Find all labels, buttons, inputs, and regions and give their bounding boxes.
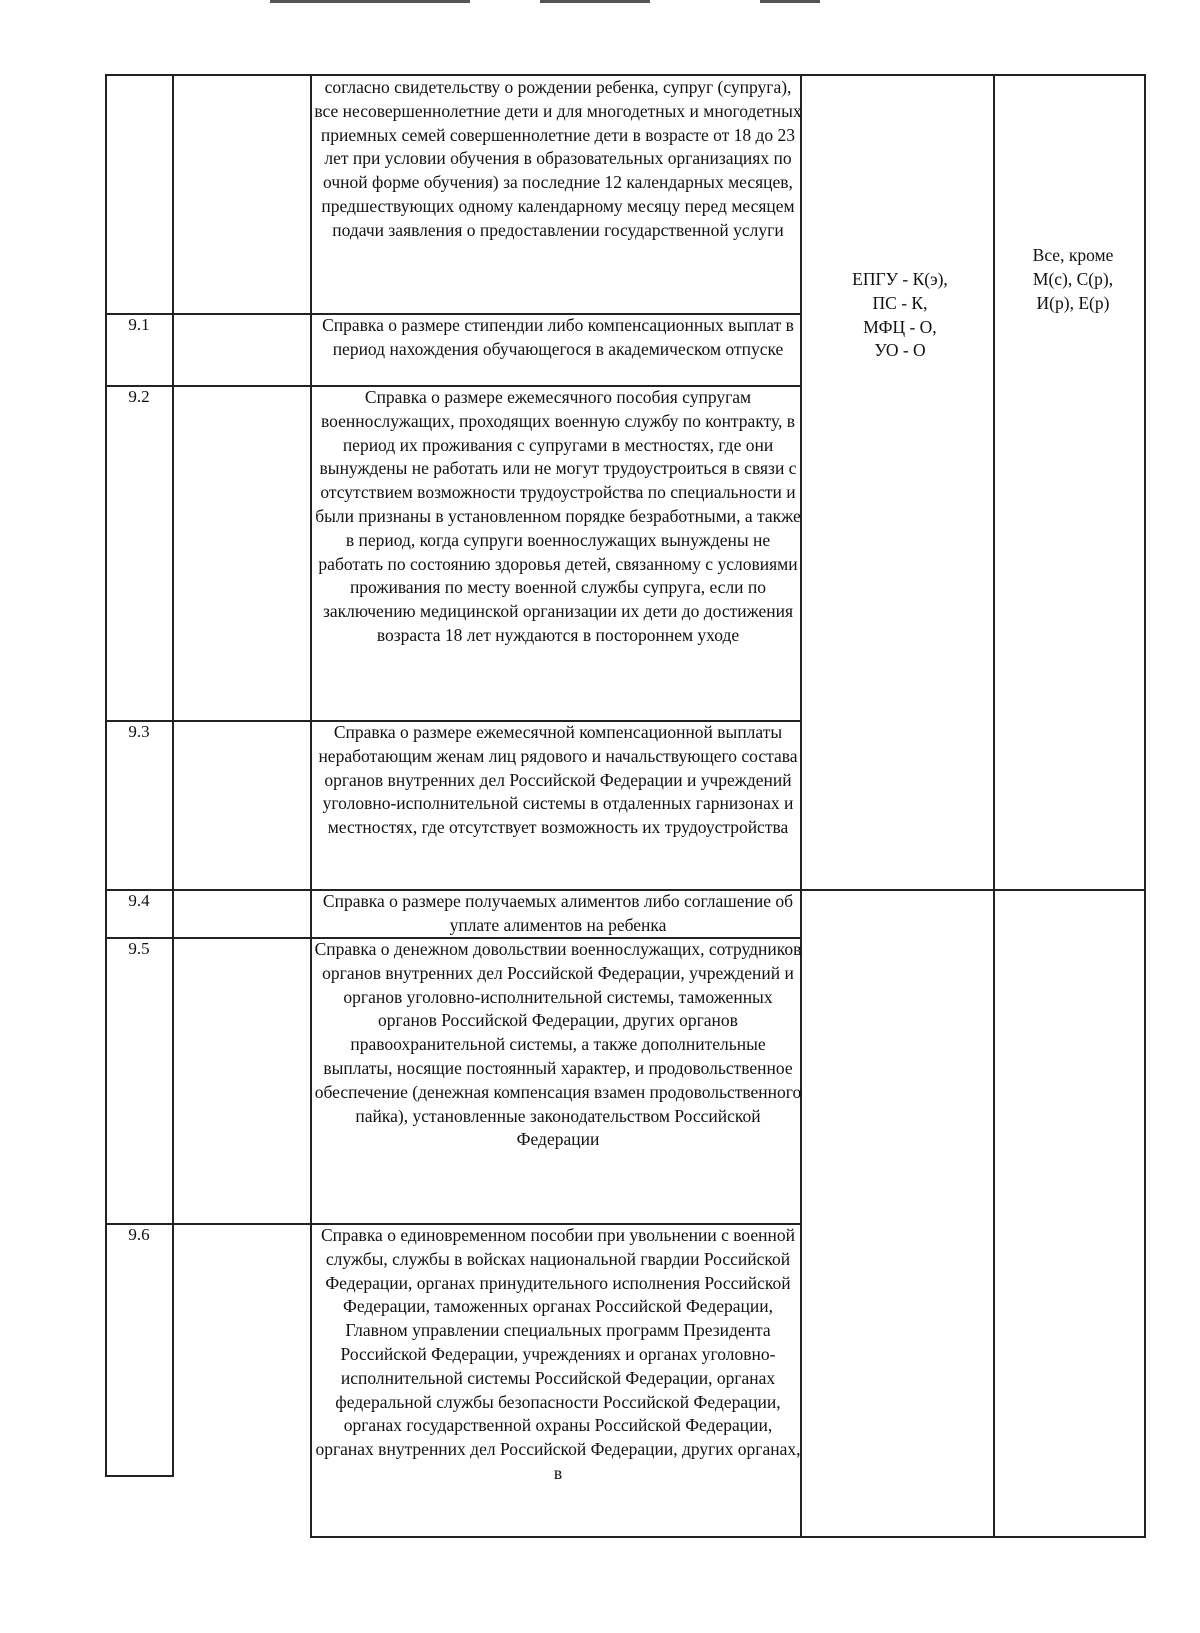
row-number-9-6: 9.6 (128, 1225, 150, 1244)
row-description-9-1: Справка о размере стипендии либо компенсационных выплат в период нахождения обучающегося в академическом отпуске (322, 315, 794, 359)
scan-mark (540, 0, 650, 3)
applicant-categories (998, 244, 1148, 315)
channel-line: ПС - К, (872, 292, 928, 313)
row-description-continued: согласно свидетельству о рождении ребенка, супруг (супруга), все несовершеннолетние дети и для многодетных и многодетных приемных семей совершеннолетние дети в возрасте от 18 до 23 лет при условии обучения в образовательных организациях по очной форме обучения) за последние 12 календарных месяцев, предшествующих одному календарному месяцу перед месяцем подачи заявления о предоставлении государственной услуги (314, 77, 802, 240)
row-number-9-5: 9.5 (128, 939, 150, 958)
row-description-9-6: Справка о единовременном пособии при увольнении с военной службы, службы в войсках национальной гвардии Российской Федерации, органах принудительного исполнения Российской Федерации, таможенных органах Российской Федерации, Главном управлении специальных программ Президента Российской Федерации, учреждениях и органах уголовно-исполнительной системы Российской Федерации, органах федеральной службы безопасности Российской Федерации, органах государственной охраны Российской Федерации, органах внутренних дел Российской Федерации, других органах, в (315, 1225, 801, 1483)
channel-line: МФЦ - О, (863, 316, 937, 337)
row-number-9-3: 9.3 (128, 722, 150, 741)
table-left-border (105, 74, 107, 1476)
service-channels (806, 268, 994, 363)
row-number-9-1: 9.1 (128, 315, 150, 334)
scan-mark (760, 0, 820, 3)
col-divider-2 (310, 74, 312, 1536)
category-line: Все, кроме (1032, 245, 1114, 265)
col-divider-1 (172, 74, 174, 1476)
category-line: И(р), Е(р) (1036, 292, 1110, 313)
table-bottom-border (310, 1536, 1146, 1538)
channel-line: УО - О (874, 340, 926, 361)
scan-mark (270, 0, 470, 3)
category-line: М(с), С(р), (1032, 268, 1114, 289)
row-description-9-3: Справка о размере ежемесячной компенсационной выплаты неработающим женам лиц рядового и начальствующего состава органов внутренних дел Российской Федерации и учреждений уголовно-исполнительной системы в отдаленных гарнизонах и местностях, где отсутствует возможность их трудоустройства (318, 722, 798, 838)
number-column-bottom (105, 1475, 174, 1477)
row-number-9-2: 9.2 (128, 387, 150, 406)
row-description-9-5: Справка о денежном довольствии военнослужащих, сотрудников органов внутренних дел Российской Федерации, учреждений и органов уголовно-исполнительной системы, таможенных органов Российской Федерации, других органов правоохранительной системы, а также дополнительные выплаты, носящие постоянный характер, и продовольственное обеспечение (денежная компенсация взамен продовольственного пайка), установленные законодательством Российской Федерации (314, 939, 802, 1150)
row-description-9-2: Справка о размере ежемесячного пособия супругам военнослужащих, проходящих военную службу по контракту, в период их проживания с супругами в местностях, где они вынуждены не работать или не могут трудоустроиться в связи с отсутствием возможности трудоустройства по специальности и были признаны в установленном порядке безработными, а также в период, когда супруги военнослужащих вынуждены не работать по состоянию здоровья детей, связанному с условиями проживания по месту военной службы супруга, если по заключению медицинской организации их дети до достижения возраста 18 лет нуждаются в постороннем уходе (315, 387, 801, 645)
channel-line: ЕПГУ - К(э), (852, 269, 948, 289)
row-number-9-4: 9.4 (128, 891, 150, 910)
row-description-9-4: Справка о размере получаемых алиментов либо соглашение об уплате алиментов на ребенка (322, 891, 794, 935)
